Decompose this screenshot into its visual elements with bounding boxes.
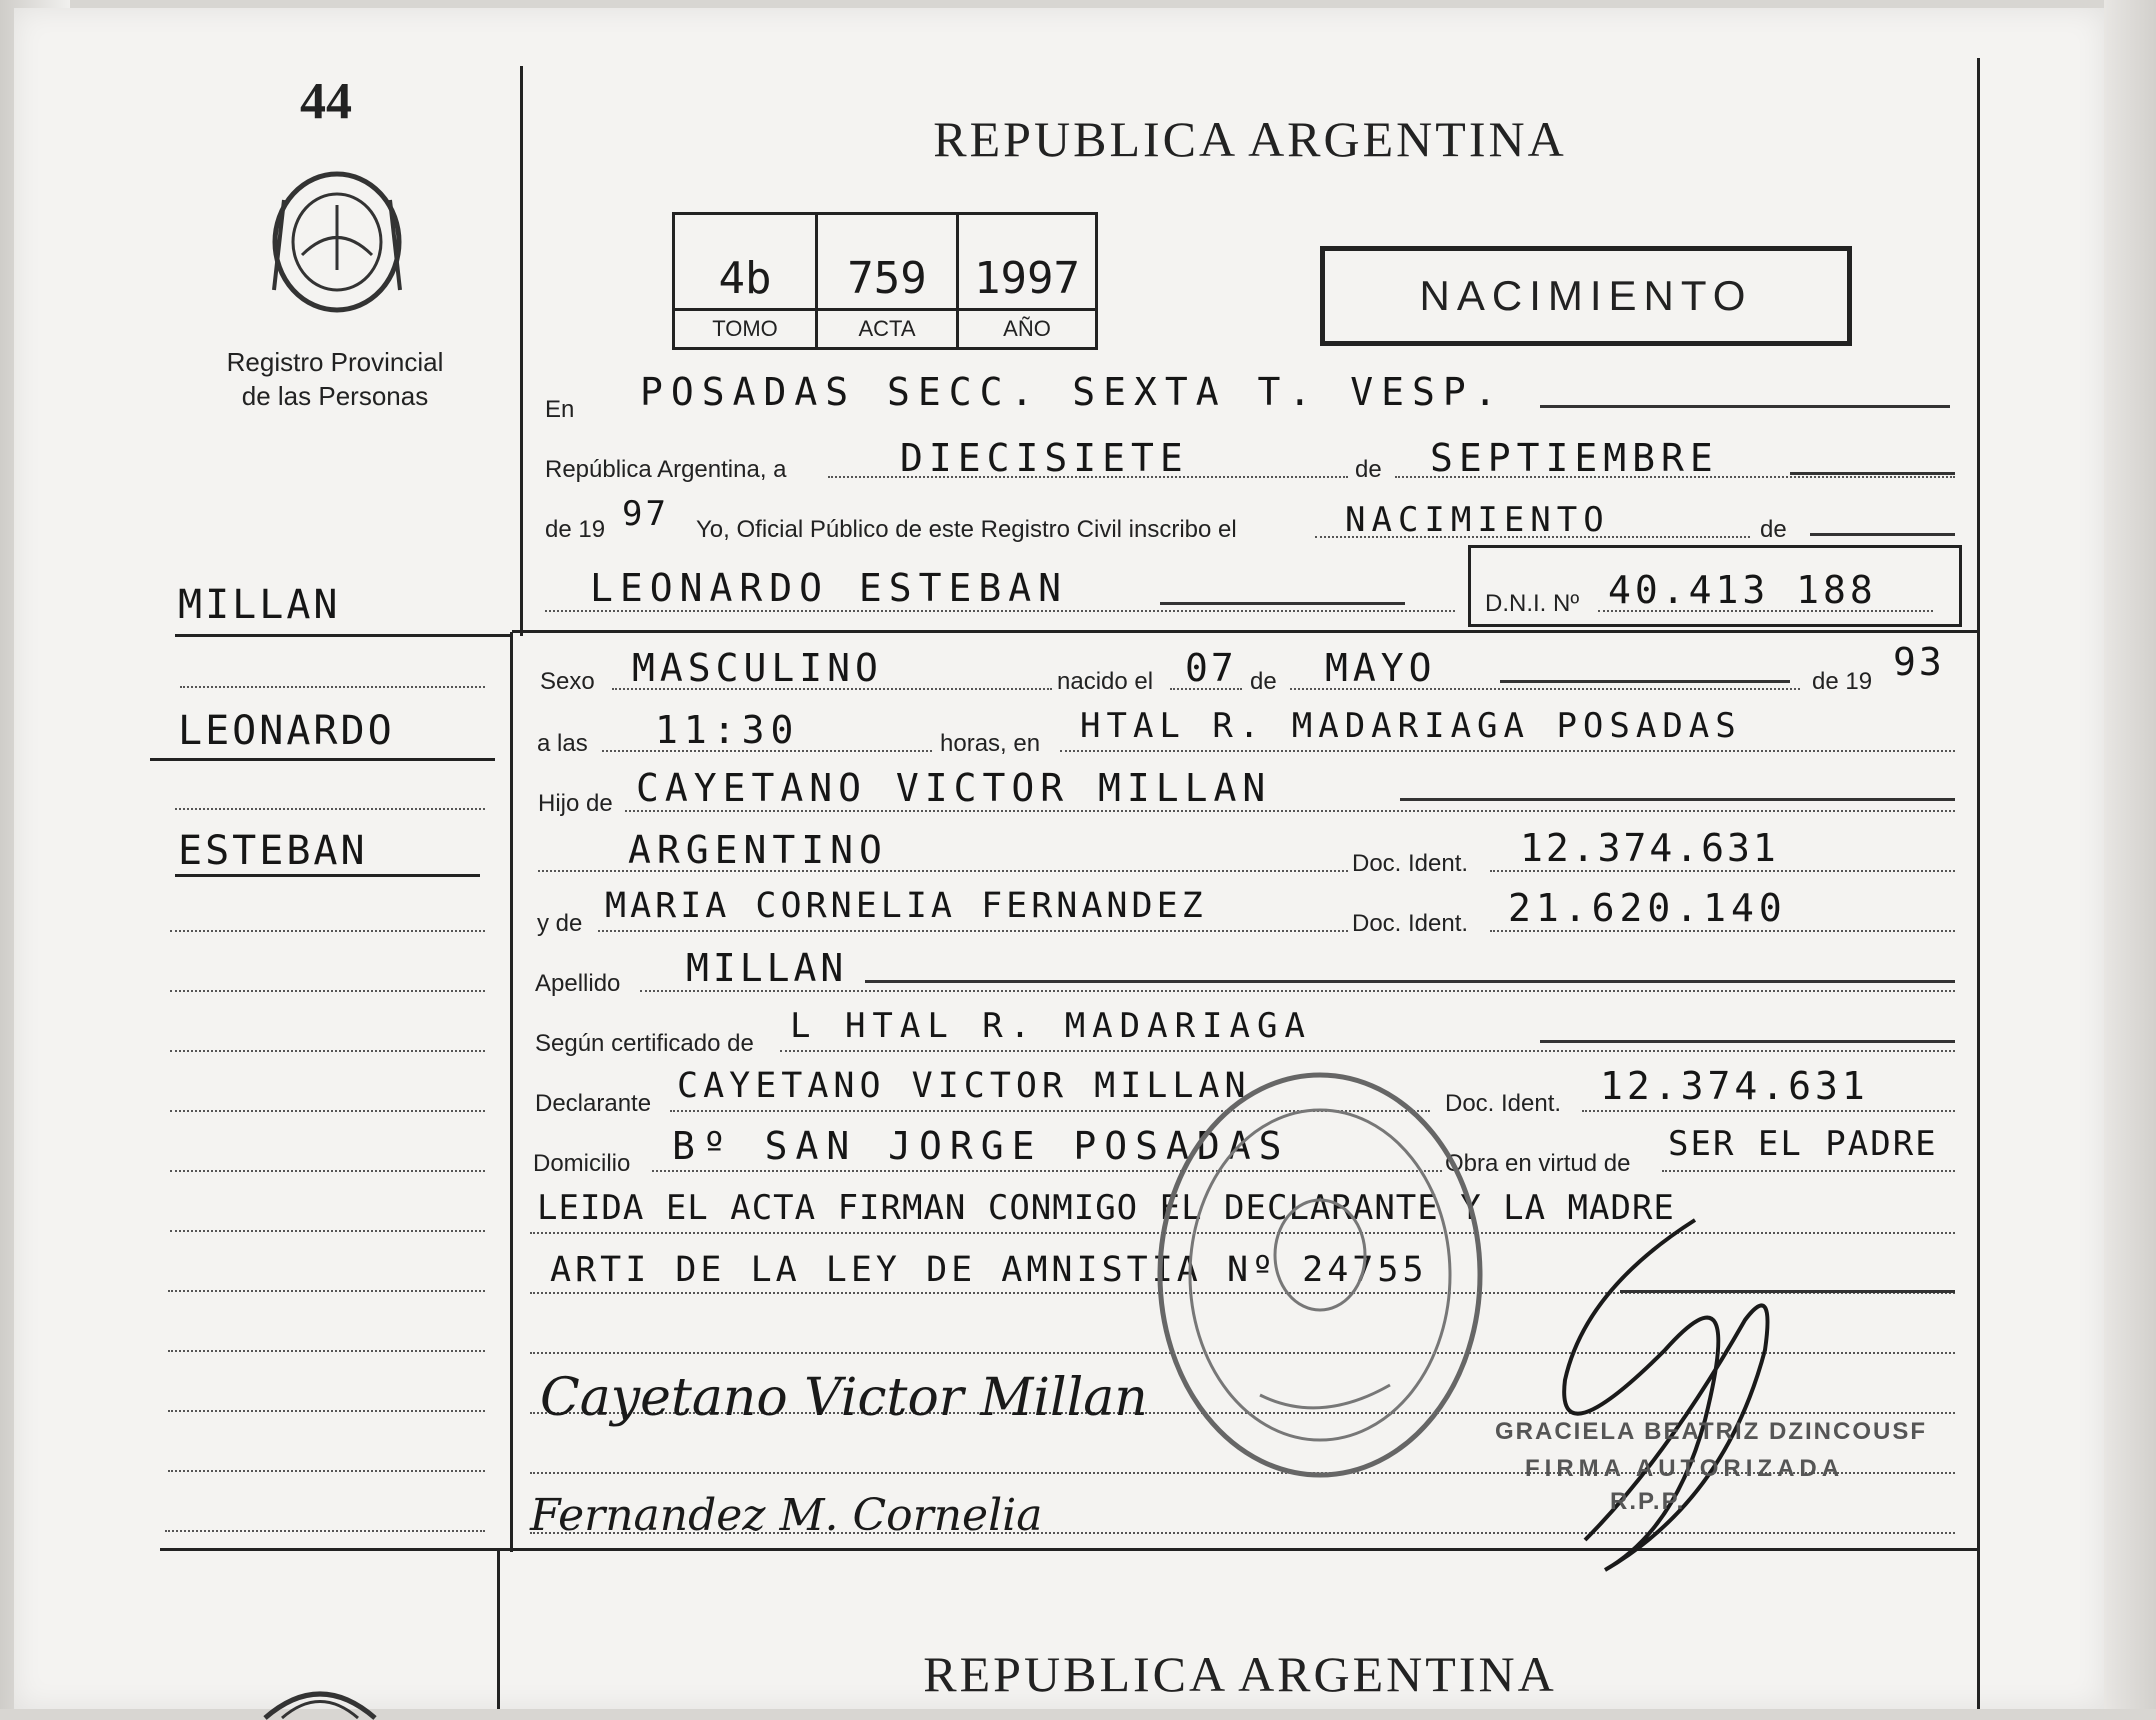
obra-label: Obra en virtud de [1445, 1150, 1631, 1177]
nacido-year-value: 93 [1893, 640, 1945, 684]
sexo-label: Sexo [540, 668, 595, 695]
country-title: REPUBLICA ARGENTINA [933, 111, 1567, 167]
apellido-label: Apellido [535, 970, 621, 997]
provincial-seal-icon [262, 160, 412, 320]
nacido-day-value: 07 [1185, 646, 1237, 690]
acta-number-box [672, 212, 1098, 350]
mother-signature: Fernandez M. Cornelia [530, 1490, 1043, 1541]
officer-signature-icon [1545, 1200, 1785, 1590]
inscribo-value: NACIMIENTO [1345, 500, 1610, 540]
note-line-1: LEIDA EL ACTA FIRMAN CONMIGO EL DECLARANTE Y LA MADRE [537, 1188, 1675, 1228]
fill-rule [865, 980, 1955, 983]
dotted-line [598, 930, 1348, 932]
sexo-value: MASCULINO [632, 646, 883, 690]
registry-line-1: Registro Provincial [226, 347, 444, 377]
fill-rule [1810, 533, 1955, 536]
horas-label: horas, en [940, 730, 1041, 757]
hora-value: 11:30 [655, 708, 800, 752]
yde-label: y de [537, 910, 583, 937]
registry-line-2: de las Personas [241, 381, 429, 411]
act-type-box: NACIMIENTO [1320, 246, 1852, 346]
margin-dotted-line [170, 930, 485, 932]
republica-label: República Argentina, a [545, 456, 787, 483]
segun-label: Según certificado de [535, 1030, 754, 1057]
month-value: SEPTIEMBRE [1430, 436, 1719, 480]
madre-doc-value: 21.620.140 [1508, 886, 1787, 930]
dotted-line [625, 810, 1955, 812]
dotted-line [1582, 1110, 1955, 1112]
oficial-label: Yo, Oficial Público de este Registro Civil inscribo el [696, 516, 1237, 543]
authorized-signature-stamp: FIRMA AUTORIZADA [1525, 1455, 1845, 1482]
column-divider [497, 1548, 500, 1709]
dotted-line [1060, 750, 1955, 752]
anio-value: 1997 [974, 253, 1080, 304]
provincial-seal-icon [260, 1680, 380, 1720]
margin-dotted-line [170, 1170, 485, 1172]
page-edge [2104, 0, 2156, 1709]
dotted-line [780, 1050, 1955, 1052]
official-round-stamp-icon [1150, 1065, 1490, 1485]
padre-nationality-value: ARGENTINO [628, 828, 888, 872]
rpp-stamp: R.P.P. [1610, 1488, 1686, 1515]
margin-dotted-line [168, 1410, 485, 1412]
hijo-label: Hijo de [538, 790, 613, 817]
folio-number: 44 [300, 73, 352, 130]
fill-rule [1500, 680, 1790, 683]
officer-name-stamp: GRACIELA BEATRIZ DZINCOUSF [1495, 1418, 1927, 1445]
margin-dotted-line [168, 1350, 485, 1352]
tomo-value: 4b [718, 253, 772, 304]
apellido-value: MILLAN [686, 946, 848, 990]
acta-cell [818, 215, 959, 347]
de19-label: de 19 [545, 516, 606, 543]
margin-first-name: LEONARDO [178, 708, 395, 754]
dotted-line [640, 990, 1955, 992]
tomo-label: TOMO [675, 308, 815, 347]
margin-rule [175, 634, 510, 637]
margin-dotted-line [168, 1470, 485, 1472]
next-page-country-title: REPUBLICA ARGENTINA [923, 1646, 1557, 1702]
certificado-value: L HTAL R. MADARIAGA [790, 1006, 1312, 1046]
fill-rule [1540, 405, 1950, 408]
margin-dotted-line [170, 1230, 485, 1232]
margin-second-name: ESTEBAN [178, 828, 368, 874]
de19b-label: de 19 [1812, 668, 1873, 695]
dotted-line [1662, 1170, 1955, 1172]
dni-value: 40.413 188 [1608, 568, 1877, 612]
en-label: En [545, 396, 575, 423]
padre-doc-value: 12.374.631 [1520, 826, 1779, 870]
doc2-label: Doc. Ident. [1352, 910, 1469, 937]
registry-name [200, 345, 470, 413]
dotted-line [1490, 870, 1955, 872]
declarant-signature: Cayetano Victor Millan [540, 1368, 1148, 1428]
margin-rule [175, 874, 480, 877]
de3-label: de [1250, 668, 1277, 695]
acta-label: ACTA [818, 308, 956, 347]
anio-label: AÑO [959, 308, 1095, 347]
dni-label: D.N.I. Nº [1485, 590, 1580, 617]
nacido-month-value: MAYO [1325, 646, 1437, 690]
fill-rule [1400, 798, 1955, 801]
margin-dotted-line [170, 990, 485, 992]
doc3-label: Doc. Ident. [1445, 1090, 1562, 1117]
declarante-value: CAYETANO VICTOR MILLAN [677, 1066, 1251, 1106]
tomo-cell [675, 215, 818, 347]
anio-cell [959, 215, 1095, 347]
child-name-value: LEONARDO ESTEBAN [590, 566, 1069, 610]
nacido-label: nacido el [1057, 668, 1154, 695]
margin-dotted-line [180, 686, 485, 688]
margin-rule [150, 758, 495, 761]
day-value: DIECISIETE [900, 436, 1189, 480]
fill-rule [1540, 1040, 1955, 1043]
domicilio-value: Bº SAN JORGE POSADAS [672, 1124, 1290, 1168]
margin-dotted-line [170, 1050, 485, 1052]
madre-value: MARIA CORNELIA FERNANDEZ [605, 886, 1207, 926]
dotted-line [1490, 930, 1955, 932]
lugar-value: HTAL R. MADARIAGA POSADAS [1080, 706, 1742, 746]
domicilio-label: Domicilio [533, 1150, 631, 1177]
fill-rule [1790, 472, 1955, 475]
acta-value: 759 [847, 253, 927, 304]
margin-dotted-line [168, 1290, 485, 1292]
fill-rule [1160, 602, 1405, 605]
doc1-label: Doc. Ident. [1352, 850, 1469, 877]
obra-value: SER EL PADRE [1668, 1124, 1938, 1164]
margin-dotted-line [170, 1110, 485, 1112]
de-label: de [1355, 456, 1382, 483]
column-divider [520, 66, 523, 636]
margin-dotted-line [165, 1530, 485, 1532]
right-border [1977, 58, 1980, 1709]
declarante-doc-value: 12.374.631 [1600, 1064, 1869, 1108]
padre-value: CAYETANO VICTOR MILLAN [636, 766, 1272, 810]
en-value: POSADAS SECC. SEXTA T. VESP. [640, 370, 1505, 414]
de2-label: de [1760, 516, 1787, 543]
year-value: 97 [622, 494, 669, 534]
column-divider [510, 632, 513, 1552]
alas-label: a las [537, 730, 588, 757]
margin-surname: MILLAN [178, 582, 341, 628]
dotted-line [545, 610, 1455, 612]
declarante-label: Declarante [535, 1090, 652, 1117]
section-rule [512, 630, 1978, 633]
note-line-2: ARTI DE LA LEY DE AMNISTIA Nº 24755 [550, 1250, 1428, 1290]
margin-dotted-line [175, 808, 485, 810]
